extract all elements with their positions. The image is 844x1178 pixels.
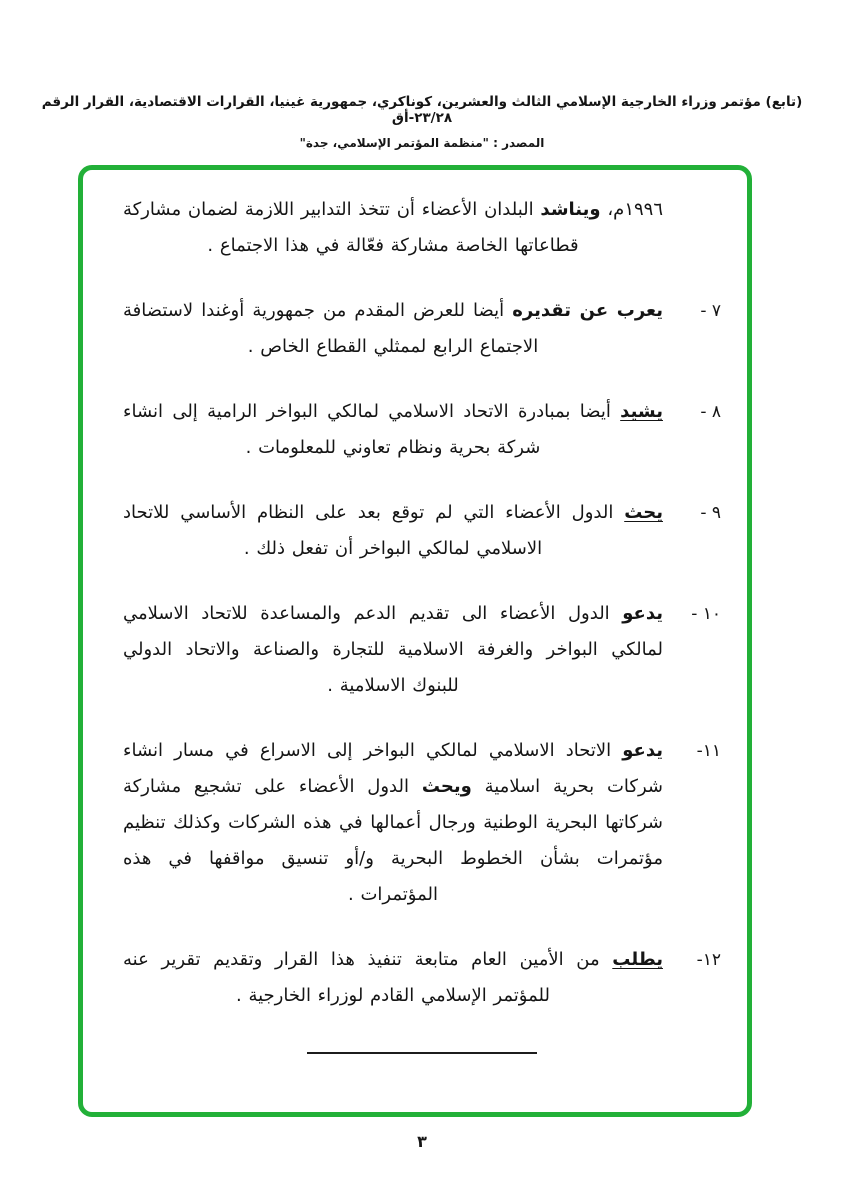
intro-paragraph-row [123,192,721,264]
resolution-item-9 [123,495,721,567]
item-number-blank [663,192,721,264]
item-body-text: الاتحاد الاسلامي لمالكي البواخر إلى الاسراع في مسار انشاء شركات بحرية اسلامية [123,740,663,797]
item-lead-verb: يدعو [622,740,663,761]
resolution-item-7 [123,293,721,365]
item-body-text: أيضا بمبادرة الاتحاد الاسلامي لمالكي البواخر الرامية إلى انشاء شركة بحرية ونظام تعاوني للمعلومات . [123,401,621,458]
item-lead-verb: يعرب عن تقديره [512,300,663,321]
item-lead-verb: يشيد [620,401,663,422]
header-source-line: المصدر : "منظمة المؤتمر الإسلامي، جدة" [299,136,545,150]
item-number: ٨ - [700,402,721,422]
item-body-text: من الأمين العام متابعة تنفيذ هذا القرار وتقديم تقرير عنه للمؤتمر الإسلامي القادم لوزراء الخارجية . [123,949,613,1006]
item-lead-verb: يدعو [622,603,663,624]
item-lead-verb: يحث [624,502,663,523]
page-number: ٣ [417,1132,427,1151]
item-body-text: الدول الأعضاء التي لم توقع بعد على النظام الأساسي للاتحاد الاسلامي لمالكي البواخر أن تفعل ذلك . [123,502,625,559]
item-body-text: أيضا للعرض المقدم من جمهورية أوغندا لاستضافة الاجتماع الرابع لممثلي القطاع الخاص . [123,300,539,357]
resolution-item-10 [123,596,721,704]
item-number: ١١- [696,741,721,761]
item-number: ٩ - [700,503,721,523]
item-number: ١٢- [696,950,721,970]
item-number: ١٠ - [691,604,721,624]
resolution-item-8 [123,394,721,466]
item-text [123,942,663,1014]
document-frame [78,165,752,1117]
item-lead-verb: يطلب [612,949,663,970]
intro-lead-verb: ويناشد [540,199,601,220]
item-text [123,495,663,567]
intro-pre: ١٩٩٦م، [600,199,663,220]
resolution-item-11 [123,733,721,913]
end-separator-rule [307,1052,537,1054]
resolution-body [83,170,747,1112]
item-text [123,394,663,466]
document-header [40,94,804,150]
item-text [123,596,663,704]
intro-text: البلدان الأعضاء أن تتخذ التدابير اللازمة لضمان مشاركة قطاعاتها الخاصة مشاركة فعّالة في هذا الاجتماع . [123,199,579,256]
item-body-text-2: الدول الأعضاء على تشجيع مشاركة شركاتها البحرية الوطنية ورجال أعمالها في هذه الشركات وكذلك تنظيم مؤتمرات بشأن الخطوط البحرية و/أو تنسيق مواقفها في هذه المؤتمرات . [123,776,663,905]
item-text [123,733,663,913]
intro-paragraph [123,192,663,264]
item-body-text: الدول الأعضاء الى تقديم الدعم والمساعدة للاتحاد الاسلامي لمالكي البواخر والغرفة الاسلامية للتجارة والصناعة والاتحاد الدولي للبنوك الاسلامية . [123,603,663,696]
item-number: ٧ - [700,301,721,321]
resolution-item-12 [123,942,721,1014]
item-text [123,293,663,365]
item-second-verb: ويحث [421,776,472,797]
header-title-line: (تابع) مؤتمر وزراء الخارجية الإسلامي الثالث والعشرين، كوناكري، جمهورية غينيا، القرارات الاقتصادية، القرار الرقم ٢٣/٢٨-أق [41,94,803,126]
